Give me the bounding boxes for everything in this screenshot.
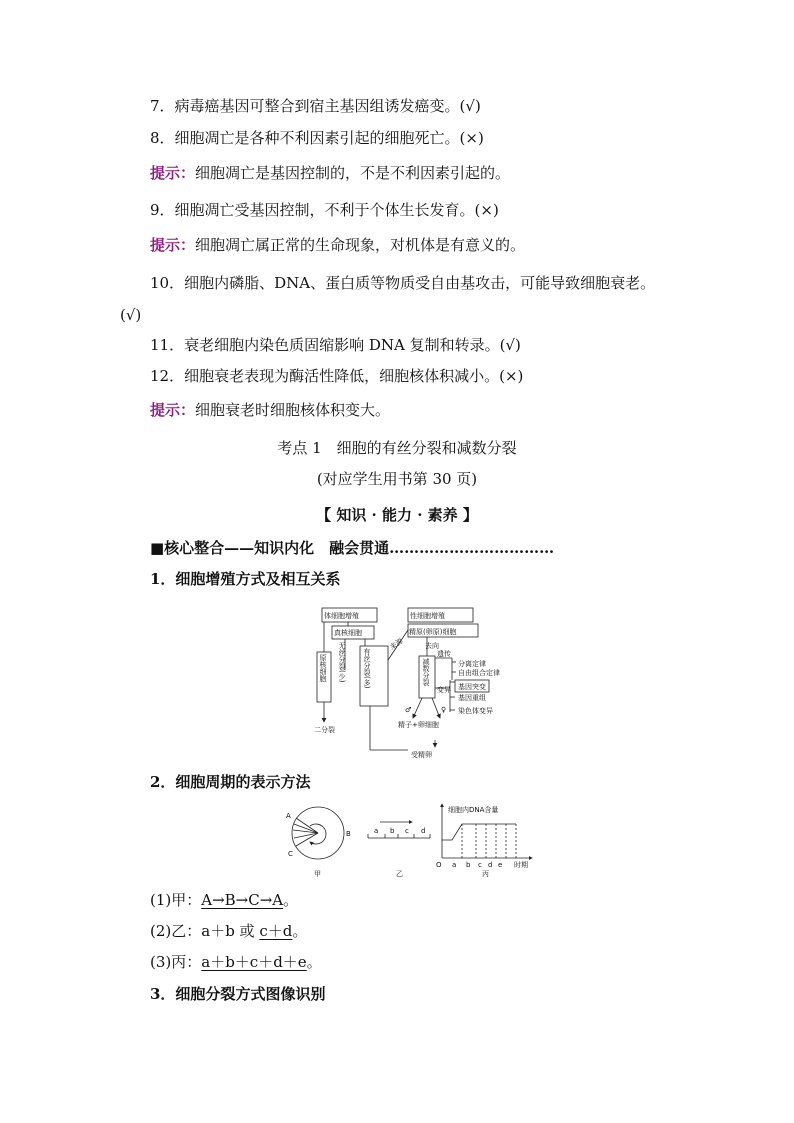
hint-12 xyxy=(150,400,390,420)
caption-yi: 乙 xyxy=(396,870,403,878)
item-11: 11．衰老细胞内染色质固缩影响 DNA 复制和转录。(√) xyxy=(150,336,521,354)
label-recombination: 基因重组 xyxy=(458,694,486,702)
item-7: 7．病毒癌基因可整合到宿主基因组诱发癌变。(√) xyxy=(150,97,481,115)
x-tick-e: e xyxy=(498,861,503,869)
hint-label: 提示： xyxy=(150,401,196,419)
label-segregation: 分离定律 xyxy=(458,660,486,668)
label-mitosis: 有丝分裂(多) xyxy=(363,648,371,689)
point-B: B xyxy=(346,830,351,838)
answer-3 xyxy=(150,952,322,972)
y-axis-label: 细胞内DNA含量 xyxy=(448,806,499,814)
label-eukaryote: 真核细胞 xyxy=(334,629,362,637)
label-free-combination: 自由组合定律 xyxy=(458,669,500,677)
female-symbol: ♀ xyxy=(441,706,447,714)
x-tick-a: a xyxy=(452,861,457,869)
section-subtitle: (对应学生用书第 30 页) xyxy=(316,470,478,488)
x-tick-d: d xyxy=(488,861,493,869)
answer-1-prefix: (1)甲： xyxy=(150,891,202,909)
point-3-heading: 3．细胞分裂方式图像识别 xyxy=(150,985,326,1003)
answer-1-value: A→B→C→A xyxy=(201,891,284,909)
hint-8 xyxy=(150,163,510,183)
point-C: C xyxy=(288,850,293,858)
label-heredity: 遗传 xyxy=(437,650,451,658)
answer-2-prefix: (2)乙：a＋b 或 xyxy=(150,922,260,940)
section-title: 考点 1 细胞的有丝分裂和减数分裂 xyxy=(277,439,517,457)
x-tick-c: c xyxy=(478,861,482,869)
answer-1 xyxy=(150,890,298,910)
label-binary-fission: 二分裂 xyxy=(314,726,335,734)
origin-label: O xyxy=(436,861,442,869)
answer-2-value: c＋d xyxy=(259,922,293,940)
label-source: 来源 xyxy=(388,637,405,652)
item-12: 12．细胞衰老表现为酶活性降低，细胞核体积减小。(×) xyxy=(150,367,524,385)
answer-2 xyxy=(150,921,307,941)
caption-jia: 甲 xyxy=(314,870,321,878)
male-symbol: ♂ xyxy=(405,706,412,714)
label-meiosis: 减数分裂 xyxy=(422,658,430,686)
answer-1-end: 。 xyxy=(283,891,299,909)
label-mutation: 基因突变 xyxy=(458,683,486,691)
label-sex-proliferation: 性细胞增殖 xyxy=(410,612,445,620)
answer-3-prefix: (3)丙： xyxy=(150,953,202,971)
x-tick-b: b xyxy=(466,861,471,869)
segment-b: b xyxy=(390,827,395,835)
item-10-answer: (√) xyxy=(120,306,142,324)
label-gametes: 精子+卵细胞 xyxy=(398,721,439,729)
label-variation: 变异 xyxy=(437,686,451,694)
segment-a: a xyxy=(374,827,379,835)
section-banner: 【 知识 · 能力 · 素养 】 xyxy=(316,506,478,524)
item-10: 10．细胞内磷脂、DNA、蛋白质等物质受自由基攻击，可能导致细胞衰老。 xyxy=(150,274,656,292)
label-amitosis: 无丝分裂(少) xyxy=(338,642,346,683)
label-primordial: 精原(卵原)细胞 xyxy=(409,628,457,636)
core-integration-heading: ■核心整合——知识内化 融会贯通…………………………… xyxy=(150,539,555,557)
hint-text: 细胞凋亡是基因控制的，不是不利因素引起的。 xyxy=(195,164,511,182)
x-axis-label: 时期 xyxy=(514,861,528,869)
item-9: 9．细胞凋亡受基因控制，不利于个体生长发育。(×) xyxy=(150,201,499,219)
caption-bing: 丙 xyxy=(482,870,489,878)
answer-2-end: 。 xyxy=(292,922,308,940)
hint-text: 细胞衰老时细胞核体积变大。 xyxy=(195,401,391,419)
point-1-heading: 1．细胞增殖方式及相互关系 xyxy=(150,570,341,588)
point-2-heading: 2．细胞周期的表示方法 xyxy=(150,773,311,791)
label-chromosome: 染色体变异 xyxy=(458,707,493,715)
label-goto: 去向 xyxy=(425,642,439,650)
answer-3-value: a＋b＋c＋d＋e xyxy=(201,953,307,971)
hint-label: 提示： xyxy=(150,164,196,182)
point-A: A xyxy=(286,812,291,820)
segment-c: c xyxy=(405,827,409,835)
segment-d: d xyxy=(421,827,426,835)
label-prokaryote: 原核细胞 xyxy=(319,654,327,682)
item-8: 8．细胞凋亡是各种不利因素引起的细胞死亡。(×) xyxy=(150,129,484,147)
label-zygote: 受精卵 xyxy=(411,751,432,759)
answer-3-end: 。 xyxy=(306,953,322,971)
hint-text: 细胞凋亡属正常的生命现象，对机体是有意义的。 xyxy=(195,236,526,254)
cell-cycle-diagram xyxy=(280,800,540,880)
hint-label: 提示： xyxy=(150,236,196,254)
hint-9 xyxy=(150,235,525,255)
label-somatic: 体细胞增殖 xyxy=(324,612,359,620)
cell-proliferation-diagram xyxy=(300,600,540,760)
